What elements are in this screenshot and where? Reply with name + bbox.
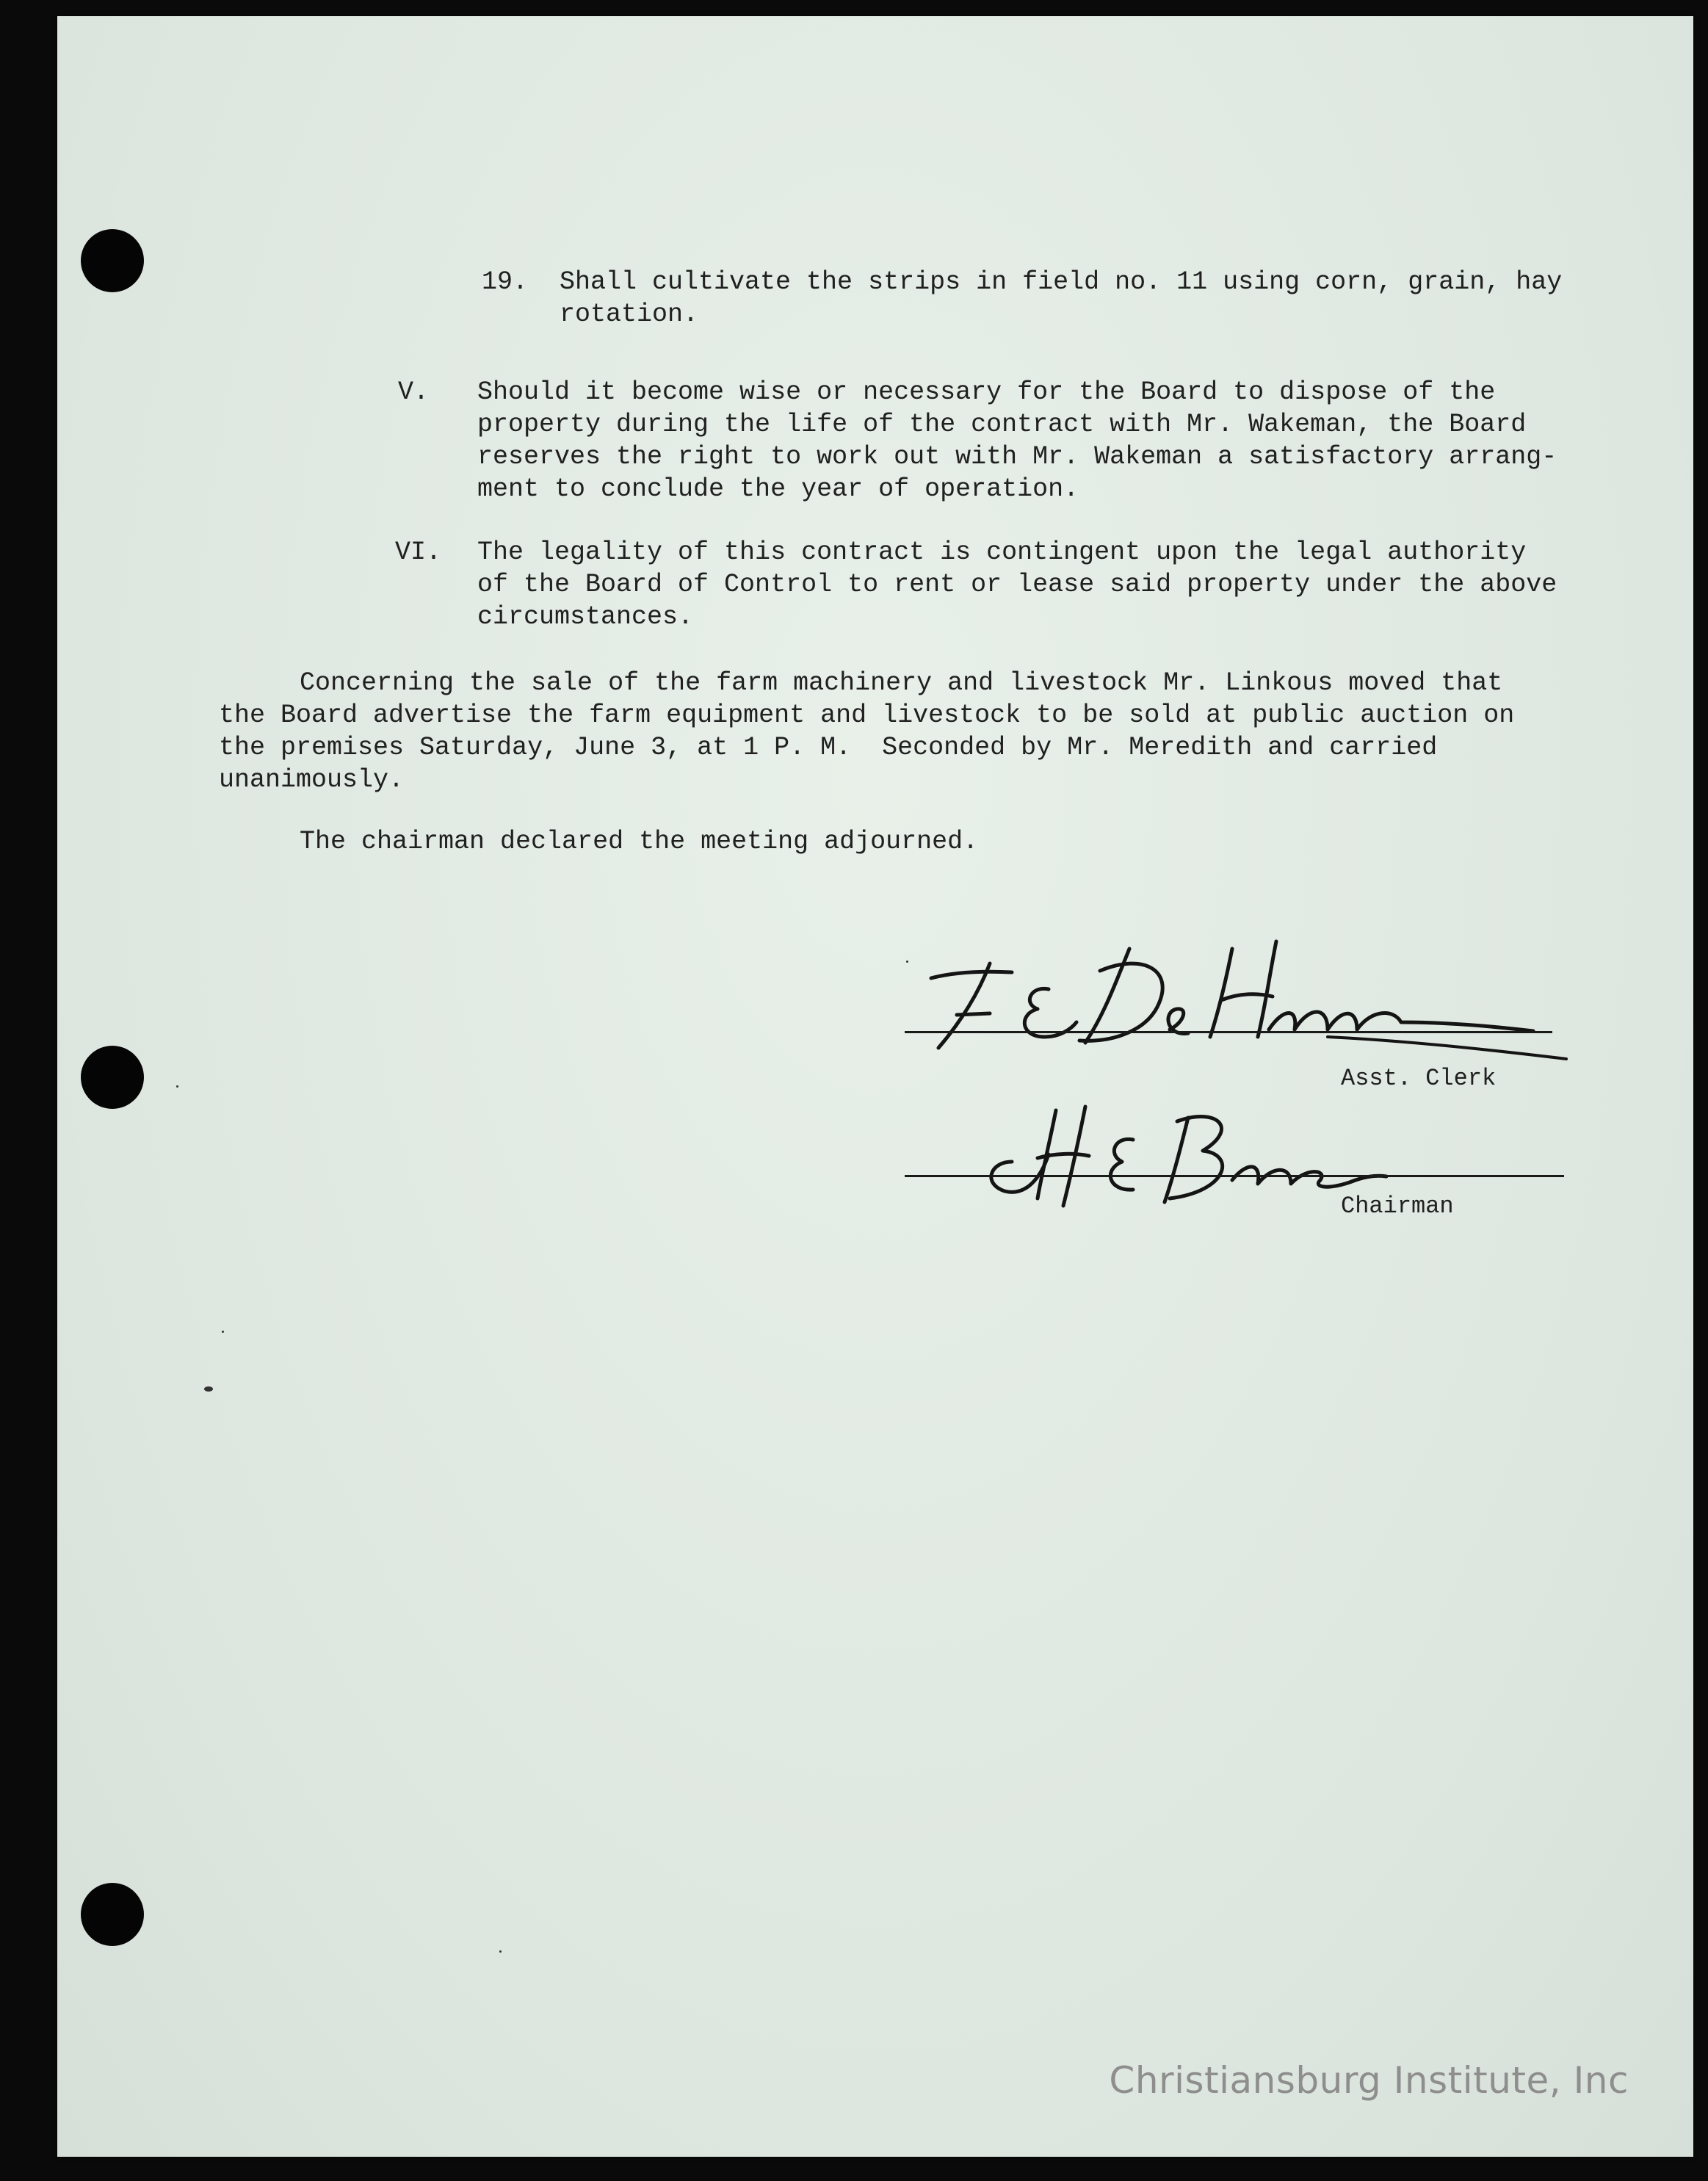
item-19-line-1: Shall cultivate the strips in field no. 11 using corn, grain, hay <box>560 267 1563 297</box>
section-vi-line-1: The legality of this contract is contingent upon the legal authority <box>477 538 1527 567</box>
chairman-title: Chairman <box>1341 1193 1454 1220</box>
binder-hole-top <box>81 229 144 292</box>
paper-speck <box>906 961 908 963</box>
paper-speck <box>176 1085 178 1088</box>
paper-speck <box>204 1386 213 1392</box>
binder-hole-bottom <box>81 1883 144 1946</box>
section-vi-line-3: circumstances. <box>477 602 694 632</box>
clerk-signature <box>887 919 1592 1066</box>
section-v-line-4: ment to conclude the year of operation. <box>477 474 1079 504</box>
section-v-line-2: property during the life of the contract with Mr. Wakeman, the Board <box>477 410 1527 439</box>
sale-paragraph-line-3: the premises Saturday, June 3, at 1 P. M. Seconded by Mr. Meredith and carried <box>219 733 1438 762</box>
paper-page <box>57 16 1693 2157</box>
section-vi-line-2: of the Board of Control to rent or lease said property under the above <box>477 570 1557 599</box>
binder-hole-middle <box>81 1046 144 1109</box>
section-v-line-3: reserves the right to work out with Mr. Wakeman a satisfactory arrang- <box>477 442 1557 471</box>
adjourn-paragraph: The chairman declared the meeting adjourned. <box>300 827 979 856</box>
item-19-line-2: rotation. <box>560 300 699 329</box>
section-vi-number: VI. <box>395 538 442 567</box>
paper-speck <box>222 1331 224 1333</box>
section-v-number: V. <box>398 377 430 407</box>
sale-paragraph-line-2: the Board advertise the farm equipment and livestock to be sold at public auction on <box>219 701 1515 730</box>
paper-speck <box>499 1950 502 1953</box>
sale-paragraph-line-4: unanimously. <box>219 765 405 795</box>
watermark-text: Christiansburg Institute, Inc <box>1109 2059 1629 2102</box>
sale-paragraph-line-1: Concerning the sale of the farm machinery and livestock Mr. Linkous moved that <box>300 668 1503 698</box>
chairman-signature-line <box>905 1175 1564 1177</box>
clerk-signature-line <box>905 1031 1552 1033</box>
clerk-title: Asst. Clerk <box>1341 1065 1497 1092</box>
item-19-number: 19. <box>482 267 529 297</box>
section-v-line-1: Should it become wise or necessary for the Board to dispose of the <box>477 377 1496 407</box>
